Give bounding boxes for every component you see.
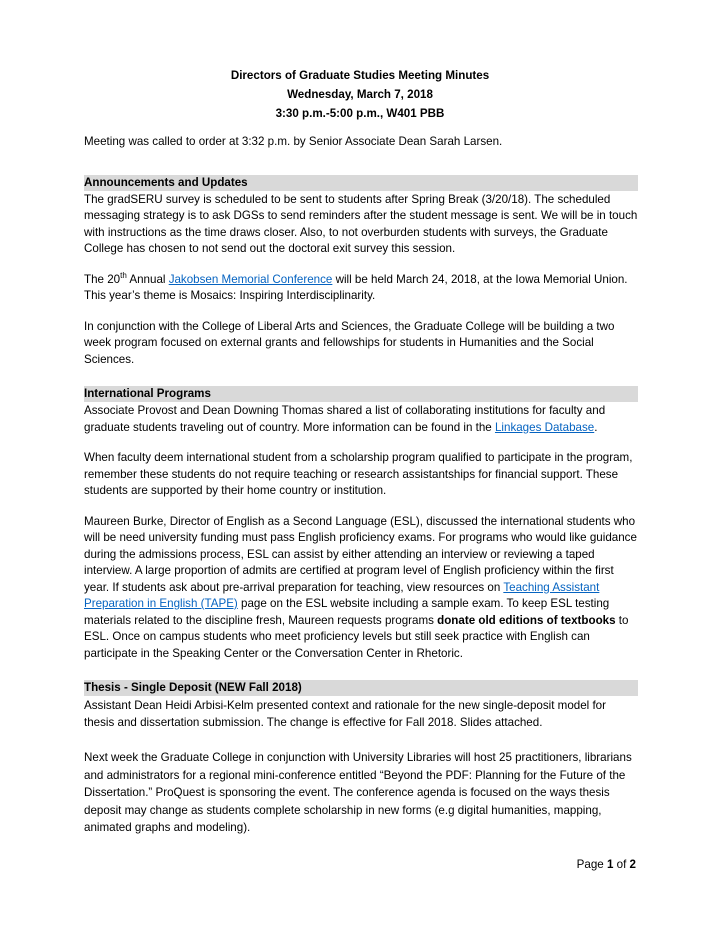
announcement-jakobsen: The 20th Annual Jakobsen Memorial Conference will be held March 24, 2018, at the Iowa Memorial Union. This year’s theme is Mosaics: Inspiring Interdisciplinarity. <box>84 270 628 302</box>
jakobsen-conference-link[interactable]: Jakobsen Memorial Conference <box>168 272 333 286</box>
section-heading-announcements: Announcements and Updates <box>84 175 638 191</box>
intro-paragraph: Meeting was called to order at 3:32 p.m. by Senior Associate Dean Sarah Larsen. <box>84 135 503 148</box>
international-esl: Maureen Burke, Director of English as a Second Language (ESL), discussed the international students who will be need university funding must pass English proficiency exams. For programs who would like guidance during the admissions process, ESL can assist by either attending an interview or reviewing a taped interview. A large proportion of admits are certified at program level of English proficiency within the first year. If students ask about pre-arrival preparation for teaching, view resources on Teaching Assistant Preparation in English (TAPE) page on the ESL website including a sample exam. To keep ESL testing materials related to the discipline fresh, Maureen requests programs donate old editions of textbooks to ESL. Once on campus students who meet proficiency levels but still seek practice with English can participate in the Speaking Center or the Conversation Center in Rhetoric. <box>84 514 637 660</box>
section-heading-international: International Programs <box>84 386 638 402</box>
meeting-date: Wednesday, March 7, 2018 <box>287 88 433 101</box>
international-scholarship: When faculty deem international student from a scholarship program qualified to participate in the program, remember these students do not require teaching or research assistantships for financial support. These students are supported by their home country or institution. <box>84 451 633 497</box>
meeting-time-location: 3:30 p.m.-5:00 p.m., W401 PBB <box>275 107 445 120</box>
thesis-single-deposit: Assistant Dean Heidi Arbisi-Kelm presented context and rationale for the new single-deposit model for thesis and dissertation submission. The change is effective for Fall 2018. Slides attached. <box>84 699 606 729</box>
page-number-footer: Page 1 of 2 <box>576 858 636 871</box>
thesis-mini-conference: Next week the Graduate College in conjunction with University Libraries will host 25 practitioners, librarians and administrators for a regional mini-conference entitled “Beyond the PDF: Planning for the Future of the Dissertation.” ProQuest is sponsoring the event. The conference agenda is focused on the ways thesis deposit may change as students complete scholarship in new forms (e.g digital humanities, mapping, animated graphs and modeling). <box>84 751 632 834</box>
document-title: Directors of Graduate Studies Meeting Minutes <box>230 69 490 82</box>
section-heading-thesis: Thesis - Single Deposit (NEW Fall 2018) <box>84 680 638 696</box>
linkages-database-link[interactable]: Linkages Database <box>494 420 595 434</box>
international-collaborating: Associate Provost and Dean Downing Thomas shared a list of collaborating institutions for faculty and graduate students traveling out of country. More information can be found in the Linkages Database. <box>84 404 606 434</box>
announcement-gradseru: The gradSERU survey is scheduled to be sent to students after Spring Break (3/20/18). The scheduled messaging strategy is to ask DGSs to send reminders after the student message is sent. We will be in touch with instructions as the time draws closer. Also, to not overburden students with surveys, the Graduate College has chosen to not send out the doctoral exit survey this session. <box>84 192 638 255</box>
announcement-grants-program: In conjunction with the College of Liberal Arts and Sciences, the Graduate College will be building a two week program focused on external grants and fellowships for students in Humanities and the Social Sciences. <box>84 319 615 366</box>
document-body <box>84 134 638 851</box>
tape-link[interactable]: Teaching Assistant Preparation in English (TAPE) <box>84 580 600 610</box>
document-header <box>0 66 720 123</box>
